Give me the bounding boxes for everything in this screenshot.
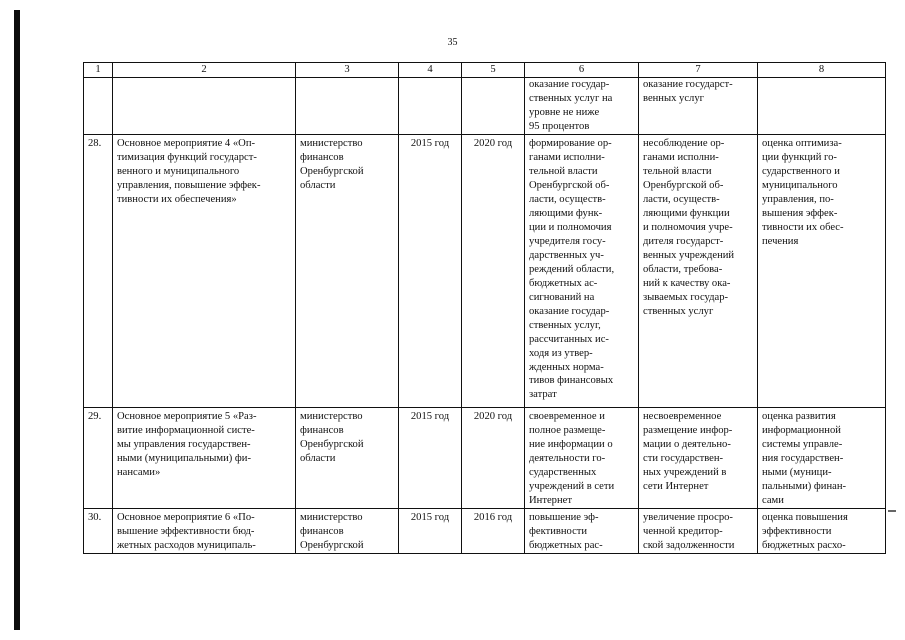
- expected-result-cell: оказание государ- ственных услуг на уровне не ниже 95 процентов: [525, 78, 639, 135]
- column-header: 1: [84, 63, 113, 78]
- start-year-cell: 2015 год: [399, 135, 462, 408]
- executor-cell: министерство финансов Оренбургской области: [296, 135, 399, 408]
- table-cell: [84, 78, 113, 135]
- consequence-cell: несвоевременное размещение инфор- мации о деятельно- сти государствен- ных учреждений в сети Интернет: [639, 408, 758, 509]
- row-number: 30.: [84, 509, 113, 554]
- table-row-continuation: [84, 78, 886, 135]
- consequence-cell: увеличение просро- ченной кредитор- ской задолженности: [639, 509, 758, 554]
- table-row: [84, 408, 886, 509]
- column-header: 2: [113, 63, 296, 78]
- expected-result-cell: формирование ор- ганами исполни- тельной власти Оренбургской об- ласти, осуществ- ляющими функ- ции и полномочия учредителя госу- дарственных уч- реждений области, бюджетных ас- сигнований на оказание государ- ственных услуг, рассчитанных ис- ходя из утвер- жденных норма- тивов финансовых затрат: [525, 135, 639, 408]
- indicator-cell: оценка развития информационной системы управле- ния государствен- ными (муници- пальными) финан- сами: [758, 408, 886, 509]
- row-number: 29.: [84, 408, 113, 509]
- table-cell: [462, 78, 525, 135]
- column-header: 8: [758, 63, 886, 78]
- scan-binding-edge: [14, 10, 20, 630]
- executor-cell: министерство финансов Оренбургской области: [296, 408, 399, 509]
- column-header: 7: [639, 63, 758, 78]
- end-year-cell: 2020 год: [462, 408, 525, 509]
- indicator-cell: оценка оптимиза- ции функций го- сударственного и муниципального управления, по- вышения эффек- тивности их обес- печения: [758, 135, 886, 408]
- end-year-cell: 2020 год: [462, 135, 525, 408]
- consequence-cell: оказание государст- венных услуг: [639, 78, 758, 135]
- column-header: 4: [399, 63, 462, 78]
- indicator-cell: оценка повышения эффективности бюджетных расхо-: [758, 509, 886, 554]
- expected-result-cell: повышение эф- фективности бюджетных рас-: [525, 509, 639, 554]
- executor-cell: министерство финансов Оренбургской: [296, 509, 399, 554]
- table-cell: [399, 78, 462, 135]
- consequence-cell: несоблюдение ор- ганами исполни- тельной власти Оренбургской об- ласти, осуществ- ляющими функции и полномочия учре- дителя государст- венных учреждений области, требова- ний к качеству ока- зываемых государ- ственных услуг: [639, 135, 758, 408]
- column-header: 6: [525, 63, 639, 78]
- table-cell: [296, 78, 399, 135]
- measure-name-cell: Основное мероприятие 5 «Раз- витие информационной систе- мы управления государствен- ными (муниципальными) фи- нансами»: [113, 408, 296, 509]
- column-header: 3: [296, 63, 399, 78]
- measures-table: [83, 62, 886, 554]
- table-cell: [758, 78, 886, 135]
- table-cell: [113, 78, 296, 135]
- start-year-cell: 2015 год: [399, 408, 462, 509]
- measure-name-cell: Основное мероприятие 4 «Оп- тимизация функций государст- венного и муниципального управления, повышение эффек- тивности их обеспечения»: [113, 135, 296, 408]
- header-row: [84, 63, 886, 78]
- end-year-cell: 2016 год: [462, 509, 525, 554]
- scan-mark: [888, 510, 896, 512]
- page-number: 35: [447, 37, 458, 48]
- table-row: [84, 509, 886, 554]
- row-number: 28.: [84, 135, 113, 408]
- expected-result-cell: своевременное и полное размеще- ние информации о деятельности го- сударственных учреждений в сети Интернет: [525, 408, 639, 509]
- column-header: 5: [462, 63, 525, 78]
- table-row: [84, 135, 886, 408]
- start-year-cell: 2015 год: [399, 509, 462, 554]
- measure-name-cell: Основное мероприятие 6 «По- вышение эффективности бюд- жетных расходов муниципаль-: [113, 509, 296, 554]
